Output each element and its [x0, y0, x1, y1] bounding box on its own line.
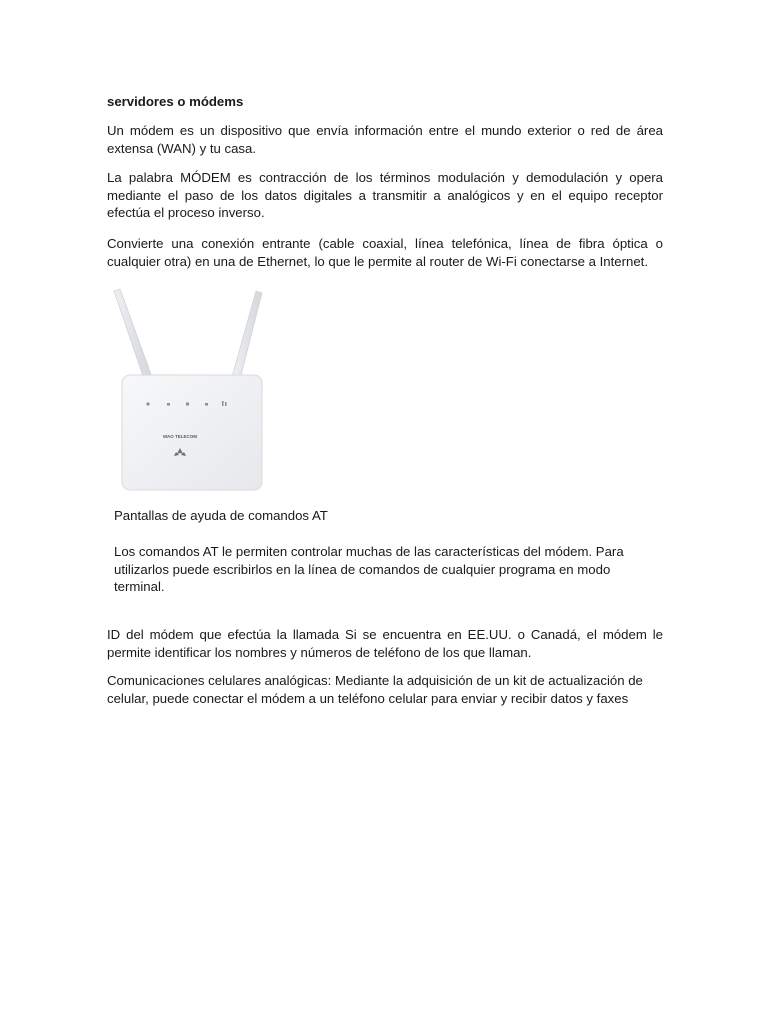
paragraph-modem-definition: Un módem es un dispositivo que envía información entre el mundo exterior o red de área extensa (WAN) y tu casa.	[107, 123, 663, 156]
router-photo	[110, 285, 280, 495]
paragraph-at-commands: Los comandos AT le permiten controlar muchas de las características del módem. Para utilizarlos puede escribirlos en la línea de comandos de cualquier programa en modo terminal.	[114, 544, 624, 594]
document-heading: servidores o módems	[107, 94, 244, 109]
paragraph-caller-id: ID del módem que efectúa la llamada Si se encuentra en EE.UU. o Canadá, el módem le permite identificar los nombres y números de teléfono de los que llaman.	[107, 627, 663, 660]
left-antenna	[114, 289, 152, 379]
paragraph-modem-etymology: La palabra MÓDEM es contracción de los términos modulación y demodulación y opera mediante el paso de los datos digitales a transmitir a analógicos y en el equipo receptor efectúa el proceso inverso.	[107, 170, 663, 220]
section-title-at-commands: Pantallas de ayuda de comandos AT	[114, 508, 328, 523]
right-antenna	[232, 291, 262, 379]
router-body	[122, 375, 262, 490]
paragraph-modem-conversion: Convierte una conexión entrante (cable coaxial, línea telefónica, línea de fibra óptica o cualquier otra) en una de Ethernet, lo que le permite al router de Wi-Fi conectarse a Internet.	[107, 236, 663, 269]
router-icon	[110, 285, 280, 495]
router-brand-label: WAO TELECOM	[163, 434, 197, 439]
paragraph-cellular: Comunicaciones celulares analógicas: Mediante la adquisición de un kit de actualización de celular, puede conectar el módem a un teléfono celular para enviar y recibir datos y faxes	[107, 673, 643, 706]
